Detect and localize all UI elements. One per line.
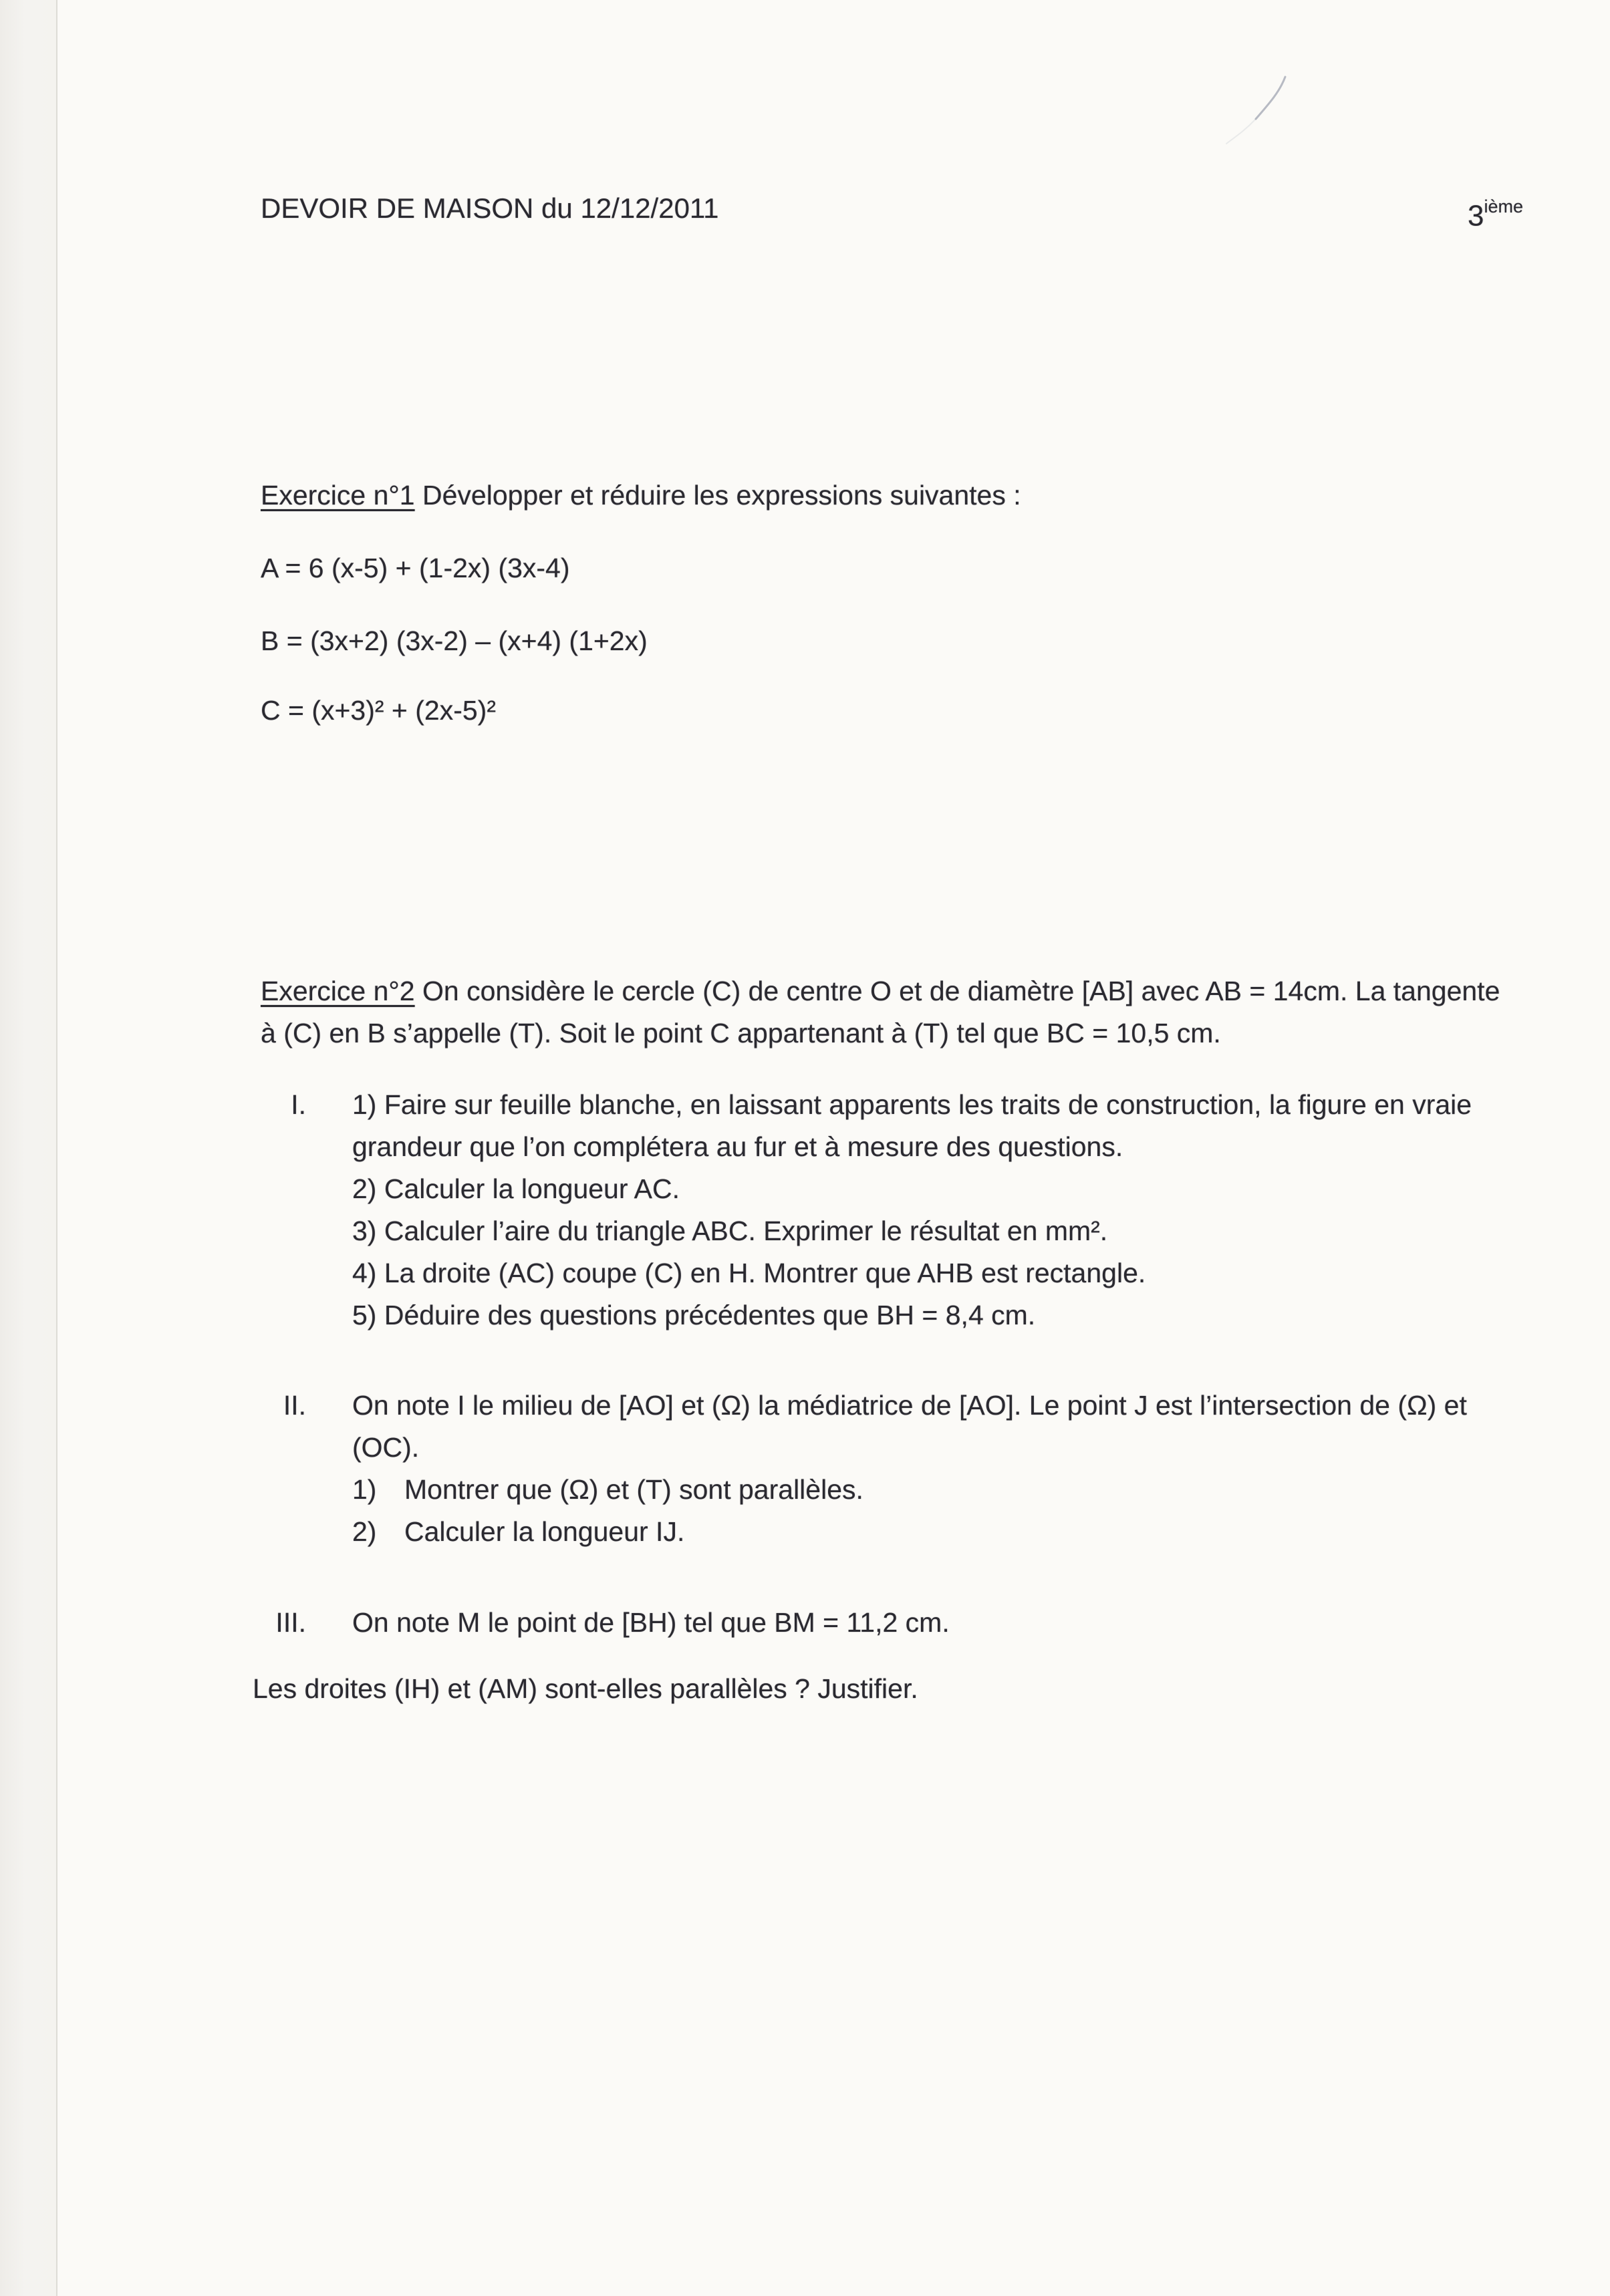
paper-edge-shadow bbox=[0, 0, 57, 2296]
part2-item-text: Montrer que (Ω) et (T) sont parallèles. bbox=[404, 1474, 863, 1505]
part2-body bbox=[352, 1385, 1467, 1553]
part1-numeral: I. bbox=[291, 1089, 306, 1120]
pen-stroke-artifact bbox=[1213, 63, 1293, 157]
part2-intro-line2: (OC). bbox=[352, 1432, 420, 1463]
part3-text: On note M le point de [BH) tel que BM = 11,2 cm. bbox=[352, 1607, 950, 1638]
part2-item bbox=[352, 1511, 1467, 1553]
expression-b: B = (3x+2) (3x-2) – (x+4) (1+2x) bbox=[261, 625, 648, 656]
part1-line: 2) Calculer la longueur AC. bbox=[352, 1173, 680, 1204]
part2-item-number: 2) bbox=[352, 1516, 377, 1547]
part1-line: 4) La droite (AC) coupe (C) en H. Montrer que AHB est rectangle. bbox=[352, 1258, 1146, 1288]
closing-question: Les droites (IH) et (AM) sont-elles parallèles ? Justifier. bbox=[253, 1673, 918, 1704]
grade-label bbox=[1468, 188, 1523, 237]
exercise2-intro-line1 bbox=[261, 970, 1500, 1012]
part2-item-number: 1) bbox=[352, 1474, 377, 1505]
part2-item bbox=[352, 1469, 1467, 1511]
exercise2-part1 bbox=[261, 1084, 1472, 1336]
exercise2-intro-text: On considère le cercle (C) de centre O et de diamètre [AB] avec AB = 14cm. La tangente bbox=[414, 976, 1500, 1006]
exercise2-intro-line2: à (C) en B s’appelle (T). Soit le point C appartenant à (T) tel que BC = 10,5 cm. bbox=[261, 1018, 1221, 1048]
exercise2-heading bbox=[261, 970, 1500, 1054]
part1-body bbox=[352, 1084, 1472, 1336]
expression-c: C = (x+3)² + (2x-5)² bbox=[261, 695, 496, 726]
document-title: DEVOIR DE MAISON du 12/12/2011 bbox=[261, 192, 719, 224]
part1-line: 3) Calculer l’aire du triangle ABC. Exprimer le résultat en mm². bbox=[352, 1215, 1108, 1246]
exercise2-label: Exercice n°2 bbox=[261, 976, 415, 1006]
exercise1-label: Exercice n°1 bbox=[261, 480, 415, 511]
part2-item-text: Calculer la longueur IJ. bbox=[404, 1516, 685, 1547]
grade-superscript: ième bbox=[1484, 196, 1524, 217]
part2-numeral: II. bbox=[283, 1390, 306, 1421]
grade-number: 3 bbox=[1468, 199, 1484, 233]
exercise2-part3 bbox=[261, 1602, 950, 1644]
part1-line: 1) Faire sur feuille blanche, en laissant apparents les traits de construction, la figure en vraie bbox=[352, 1089, 1472, 1120]
expression-a: A = 6 (x-5) + (1-2x) (3x-4) bbox=[261, 553, 570, 583]
exercise1-intro: Développer et réduire les expressions suivantes : bbox=[414, 480, 1021, 511]
part1-line: grandeur que l’on complétera au fur et à mesure des questions. bbox=[352, 1131, 1123, 1162]
part1-line: 5) Déduire des questions précédentes que BH = 8,4 cm. bbox=[352, 1300, 1036, 1330]
part3-numeral: III. bbox=[275, 1607, 306, 1638]
exercise2-part2 bbox=[261, 1385, 1467, 1553]
exercise1-heading bbox=[261, 474, 1021, 517]
part2-intro-line1: On note I le milieu de [AO] et (Ω) la médiatrice de [AO]. Le point J est l’intersection de (Ω) et bbox=[352, 1390, 1467, 1421]
